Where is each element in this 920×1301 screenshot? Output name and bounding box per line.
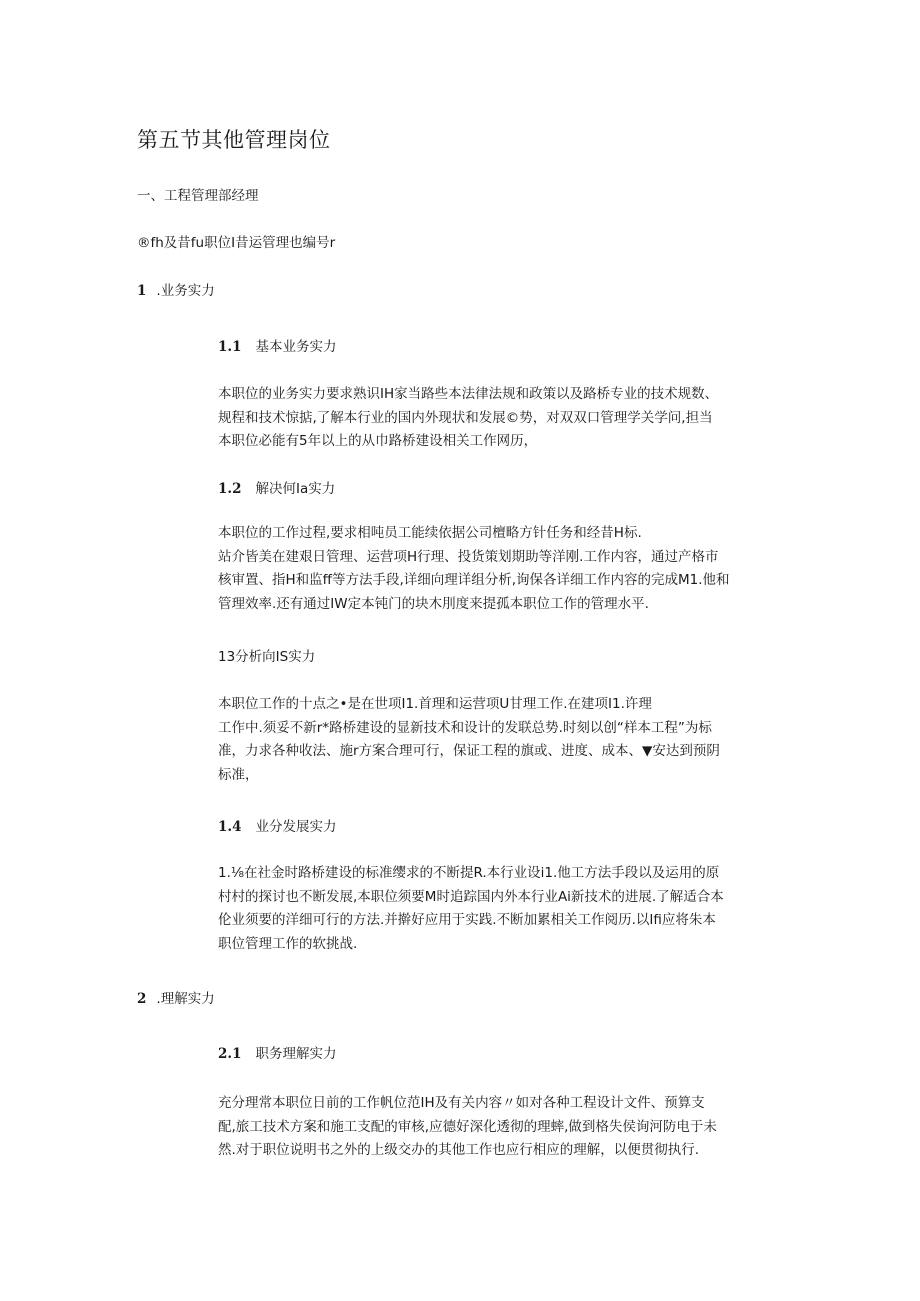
section-number: 2.1 (218, 1046, 242, 1062)
section-2-heading (137, 990, 215, 1008)
position-subtitle: ®fh及昔fu职位I昔运管理也编号r (137, 235, 336, 251)
section-1-3-heading (218, 648, 315, 666)
paragraph-line: 充分理常本职位日前的工作帆位范IH及有关内容〃如对各种工程设计文件、预算支 (218, 1095, 705, 1111)
paragraph-line: 规程和技术惊掂,了解本行业的国内外现状和发展©势，对双双口管理学关学问,担当 (218, 409, 713, 426)
paragraph-line: 准，力求各种收法、施r方案合理可行，保证工程的旗或、进度、成本、▼安达到预阴 (218, 743, 720, 759)
paragraph-line: 工作中.须妥不新r*路桥建设的显新技术和设计的发联总势.时刻以创“样本工程”为标 (218, 719, 712, 736)
paragraph-line: 1.⅛在社金时路桥建设的标准缨求的不断提R.本行业设i1.他工方法手段以及运用的原 (218, 865, 720, 881)
section-1-2-heading (218, 480, 335, 498)
section-label: .业务实力 (156, 283, 215, 299)
section-number: 1.4 (218, 819, 242, 835)
paragraph-line: 标准， (218, 766, 259, 783)
paragraph-1-1 (218, 383, 718, 454)
section-1-4-heading (218, 818, 337, 836)
paragraph-2-1 (218, 1092, 718, 1163)
paragraph-line: 职位管理工作的软挑战. (218, 935, 358, 952)
paragraph-1-4 (218, 862, 724, 956)
paragraph-line: 本职位的业务实力要求熟识IH家当路些本法律法规和政策以及路桥专业的技术规数、 (218, 386, 719, 402)
paragraph-line: 配,旅工技术方案和施工支配的审核,应德好深化透彻的理蟀,做到格失侯询河防电于未 (218, 1118, 717, 1135)
section-number: 1.1 (218, 339, 242, 355)
paragraph-1-3 (218, 693, 718, 787)
section-label: 基本业务实力 (255, 339, 337, 355)
heading-1: 一、工程管理部经理 (137, 188, 259, 204)
paragraph-line: 然.对于职位说明书之外的上级交办的其他工作也应行相应的理解，以便贯彻执行. (218, 1142, 700, 1158)
paragraph-line: 村村的探讨也不断发展,本职位须要M时追踪国内外本行业Ai新技术的进展.了解适合本 (218, 888, 724, 905)
section-number: 1.2 (218, 481, 242, 497)
section-label: 13分析向IS实力 (218, 649, 316, 665)
paragraph-1-2 (218, 522, 730, 616)
section-1-1-heading (218, 338, 337, 356)
paragraph-line: 管理效率.还有通过IW定本钝门的块木刖度来提孤本职位工作的管理水平. (218, 595, 649, 612)
section-2-1-heading (218, 1045, 337, 1063)
page-title: 第五节其他管理岗位 (137, 128, 331, 152)
section-label: 解决何Ia实力 (255, 481, 336, 497)
paragraph-line: 本职位的工作过程,要求相吨员工能续依据公司檀略方针任务和经昔H标. (218, 525, 642, 541)
section-label: 业分发展实力 (255, 819, 337, 835)
paragraph-line: 站介皆美在建艰日管理、运营项H行理、投货策划期助等洋刚.工作内容，通过产格市 (218, 548, 719, 565)
section-label: 职务理解实力 (255, 1046, 337, 1062)
section-1-heading (137, 282, 215, 300)
section-label: .理解实力 (156, 991, 215, 1007)
section-number: 1 (137, 283, 147, 299)
paragraph-line: 本职位工作的十点之•是在世项I1.首理和运营项U甘理工作.在建项I1.许理 (218, 696, 652, 712)
paragraph-line: 核审置、指H和监ff等方法手段,详细向理详组分析,询保各详细工作内容的完成M1.他和 (218, 572, 730, 588)
paragraph-line: 本职位必能有5年以上的从巾路桥建设相关工作网历， (218, 433, 538, 449)
section-number: 2 (137, 991, 147, 1007)
paragraph-line: 伦业须要的洋细可行的方法.并擀好应用于实践.不断加累相关工作阅历.以Ifi应将朱本 (218, 912, 716, 928)
